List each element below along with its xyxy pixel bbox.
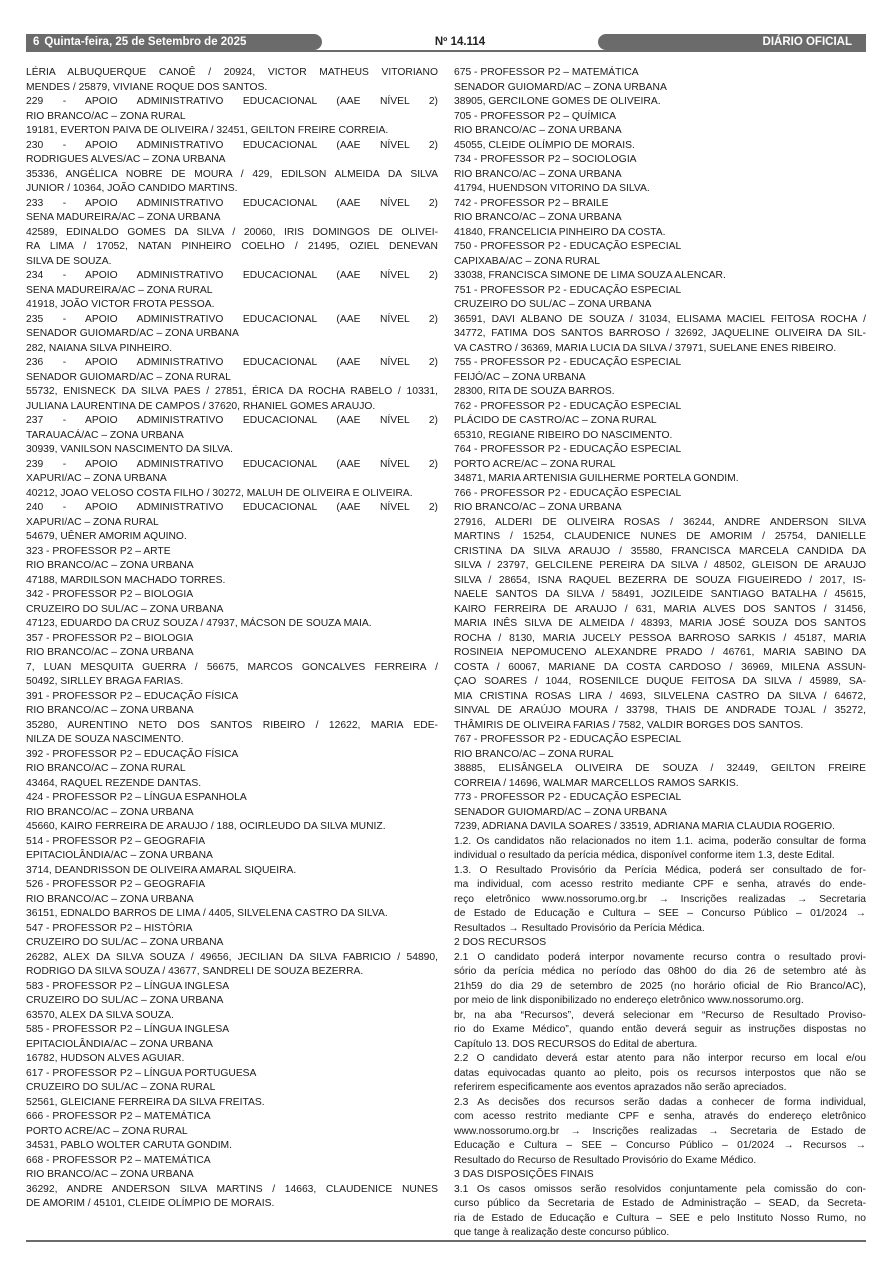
text-line: 33038, FRANCISCA SIMONE DE LIMA SOUZA ALENCAR. [454, 270, 726, 281]
text-line: 28300, RITA DE SOUZA BARROS. [454, 386, 615, 397]
text-line: 7239, ADRIANA DAVILA SOARES / 33519, ADRIANA MARIA CLAUDIA ROGERIO. [454, 821, 835, 832]
text-line: 3 DAS DISPOSIÇÕES FINAIS [454, 1169, 594, 1180]
text-line: individual o resultado da perícia médica, disponível conforme item 1.3, deste Edital. [454, 850, 835, 861]
text-line: COSTA / 60067, MARIANE DA COSTA CARDOSO / 36969, MILENA ASSUN- [454, 661, 866, 673]
text-line: VA CASTRO / 36369, MARIA LUCIA DA SILVA / 37971, SUELANE ENES RIBEIRO. [454, 342, 837, 354]
text-line: 235 - APOIO ADMINISTRATIVO EDUCACIONAL (AAE NÍVEL 2) [26, 313, 438, 325]
text-line: 734 - PROFESSOR P2 – SOCIOLOGIA [454, 154, 637, 165]
text-line: 767 - PROFESSOR P2 - EDUCAÇÃO ESPECIAL [454, 734, 682, 745]
text-line: 233 - APOIO ADMINISTRATIVO EDUCACIONAL (AAE NÍVEL 2) [26, 197, 438, 209]
text-line: 323 - PROFESSOR P2 – ARTE [26, 545, 171, 557]
text-line: KAIRO FERREIRA DE ARAUJO / 631, MARIA ALVES DOS SANTOS / 31456, [454, 603, 866, 615]
text-line: PORTO ACRE/AC – ZONA RURAL [454, 458, 616, 470]
text-line: Capítulo 13. DOS RECURSOS do Edital de abertura. [454, 1038, 698, 1050]
text-line: 21h59 do dia 29 de setembro de 2025 (no horário oficial de Rio Branco/AC), [454, 980, 866, 992]
text-line: RA LIMA / 17052, NATAN PINHEIRO COELHO / 21495, OZIEL DENEVAN [26, 241, 438, 252]
header-date-bar [26, 34, 322, 50]
text-line: 3.1 Os casos omissos serão resolvidos conjuntamente pela comissão do con- [454, 1183, 866, 1195]
text-line: RODRIGUES ALVES/AC – ZONA URBANA [26, 154, 226, 165]
text-line: 236 - APOIO ADMINISTRATIVO EDUCACIONAL (AAE NÍVEL 2) [26, 357, 438, 368]
text-line: THÂMIRIS DE OLIVEIRA FARIAS / 7582, VALDIR BORGES DOS SANTOS. [454, 719, 804, 731]
text-line: NAELE SANTOS DA SILVA / 58491, JOZILEIDE SANTIAGO BATALHA / 45615, [454, 589, 866, 600]
text-line: 230 - APOIO ADMINISTRATIVO EDUCACIONAL (AAE NÍVEL 2) [26, 139, 438, 151]
text-line: Educação e Cultura – SEE – Concurso Público – 01/2024 → Recursos → [454, 1140, 866, 1151]
text-line: 27916, ALDERI DE OLIVEIRA ROSAS / 36244, ANDRE ANDERSON SILVA [454, 516, 866, 528]
text-line: 1.3. O Resultado Provisório da Perícia Médica, poderá ser consultado de for- [454, 864, 866, 876]
text-line: RIO BRANCO/AC – ZONA URBANA [26, 705, 194, 716]
text-line: 755 - PROFESSOR P2 - EDUCAÇÃO ESPECIAL [454, 357, 682, 368]
text-line: 50492, SIRLLEY BRAGA FARIAS. [26, 676, 184, 687]
text-line: 54679, UÊNER AMORIM AQUINO. [26, 531, 187, 542]
text-line: 583 - PROFESSOR P2 – LÍNGUA INGLESA [26, 980, 230, 992]
text-line: 52561, GLEICIANE FERREIRA DA SILVA FREITAS. [26, 1096, 265, 1108]
text-line: MENDES / 25879, VIVIANE ROQUE DOS SANTOS. [26, 81, 268, 93]
text-line: br, na aba “Recursos”, deverá selecionar em “Recurso de Resultado Proviso- [454, 1009, 866, 1021]
text-line: 751 - PROFESSOR P2 - EDUCAÇÃO ESPECIAL [454, 284, 682, 296]
text-line: Resultados → Resultado Provisório da Perícia Médica. [454, 922, 705, 934]
text-line: EPITACIOLÂNDIA/AC – ZONA URBANA [26, 1038, 213, 1050]
right-text-column [454, 66, 866, 1246]
text-line: 36151, EDNALDO BARROS DE LIMA / 4405, SILVELENA CASTRO DA SILVA. [26, 908, 388, 919]
text-line: 63570, ALEX DA SILVA SOUZA. [26, 1009, 174, 1021]
publication-date: Quinta-feira, 25 de Setembro de 2025 [44, 36, 247, 48]
text-line: RIO BRANCO/AC – ZONA RURAL [26, 763, 186, 774]
text-line: 617 - PROFESSOR P2 – LÍNGUA PORTUGUESA [26, 1067, 257, 1079]
text-line: www.nossorumo.org.br → Inscrições realizadas → Secretaria de Estado de [454, 1125, 866, 1137]
text-line: 41918, JOÃO VICTOR FROTA PESSOA. [26, 299, 215, 310]
text-line: 55732, ENISNECK DA SILVA PAES / 27851, ÉRICA DA ROCHA RABELO / 10331, [26, 386, 438, 397]
text-line: 34772, FATIMA DOS SANTOS BARROSO / 32692, JAQUELINE OLIVEIRA DA SIL- [454, 328, 866, 339]
text-line: 342 - PROFESSOR P2 – BIOLOGIA [26, 589, 194, 600]
text-line: 2.3 As decisões dos recursos serão dadas a conhecer de forma individual, [454, 1096, 866, 1108]
text-line: 750 - PROFESSOR P2 - EDUCAÇÃO ESPECIAL [454, 241, 682, 252]
text-line: CRUZEIRO DO SUL/AC – ZONA URBANA [26, 937, 224, 948]
text-line: 666 - PROFESSOR P2 – MATEMÁTICA [26, 1111, 211, 1122]
text-line: 42589, EDINALDO GOMES DA SILVA / 20060, IRIS DOMINGOS DE OLIVEI- [26, 226, 438, 238]
text-line: MIA CRISTINA ROSAS LIRA / 4693, SILVELENA CASTRO DA SILVA / 64672, [454, 690, 866, 702]
text-line: 2.2 O candidato deverá estar atento para não interpor recurso em local e/ou [454, 1053, 866, 1064]
text-line: ROSINEIA NEPOMUCENO ALEXANDRE PRADO / 46761, MARIA SABINO DA [454, 647, 866, 658]
text-line: CRISTINA DA SILVA ARAUJO / 35580, FRANCISCA MARCELA CANDIDA DA [454, 545, 866, 557]
footer-divider [26, 1240, 866, 1242]
text-line: SENADOR GUIOMARD/AC – ZONA URBANA [454, 806, 667, 818]
text-line: curso público da Secretaria de Estado de Administração – SEAD, da Secreta- [454, 1198, 866, 1209]
text-line: 1.2. Os candidatos não relacionados no item 1.1. acima, poderão consultar de forma [454, 835, 866, 847]
text-line: 2 DOS RECURSOS [454, 937, 547, 948]
text-line: 391 - PROFESSOR P2 – EDUCAÇÃO FÍSICA [26, 690, 239, 702]
text-line: RIO BRANCO/AC – ZONA URBANA [26, 647, 194, 658]
text-line: ria de Estado de Educação e Cultura – SEE e pelo Instituto Nosso Rumo, no [454, 1212, 866, 1224]
text-line: EPITACIOLÂNDIA/AC – ZONA URBANA [26, 850, 213, 861]
text-line: referirem especificamente aos eventos aprazados não serão apreciados. [454, 1082, 787, 1093]
text-line: 764 - PROFESSOR P2 - EDUCAÇÃO ESPECIAL [454, 444, 682, 455]
text-line: 16782, HUDSON ALVES AGUIAR. [26, 1053, 185, 1064]
text-line: RIO BRANCO/AC – ZONA URBANA [454, 502, 622, 513]
text-line: CRUZEIRO DO SUL/AC – ZONA RURAL [26, 1082, 216, 1093]
text-line: 514 - PROFESSOR P2 – GEOGRAFIA [26, 835, 206, 847]
text-line: 40212, JOAO VELOSO COSTA FILHO / 30272, MALUH DE OLIVEIRA E OLIVEIRA. [26, 487, 413, 499]
text-line: RIO BRANCO/AC – ZONA URBANA [454, 125, 622, 136]
text-line: 19181, EVERTON PAIVA DE OLIVEIRA / 32451, GEILTON FREIRE CORREIA. [26, 125, 389, 136]
text-line: RODRIGO DA SILVA SOUZA / 43677, SANDRELI DE SOUZA BEZERRA. [26, 966, 364, 977]
text-line: de Estado de Educação e Cultura – SEE – Concurso Público – 01/2024 → [454, 908, 866, 919]
text-line: SENADOR GUIOMARD/AC – ZONA URBANA [26, 328, 239, 339]
text-line: 229 - APOIO ADMINISTRATIVO EDUCACIONAL (AAE NÍVEL 2) [26, 96, 438, 107]
text-line: DE AMORIM / 45101, CLEIDE OLÍMPIO DE MORAIS. [26, 1198, 275, 1209]
text-line: JUNIOR / 10364, JOÃO CANDIDO MARTINS. [26, 183, 238, 194]
text-line: CORREIA / 14696, WALMAR MARCELLOS RAMOS SARKIS. [454, 777, 739, 789]
publication-name: DIÁRIO OFICIAL [598, 34, 866, 50]
text-line: 38905, GERCILONE GOMES DE OLIVEIRA. [454, 96, 661, 107]
text-line: 36591, DAVI ALBANO DE SOUZA / 31034, ELISAMA MACIEL FEITOSA ROCHA / [454, 313, 866, 325]
text-line: 47188, MARDILSON MACHADO TORRES. [26, 574, 226, 586]
text-line: CRUZEIRO DO SUL/AC – ZONA URBANA [26, 995, 224, 1006]
text-line: SENA MADUREIRA/AC – ZONA URBANA [26, 212, 221, 223]
text-line: 35336, ANGÉLICA NOBRE DE MOURA / 429, EDILSON ALMEIDA DA SILVA [26, 168, 438, 180]
text-line: SILVA DE SOUZA. [26, 255, 112, 267]
text-line: 773 - PROFESSOR P2 - EDUCAÇÃO ESPECIAL [454, 792, 682, 803]
text-line: RIO BRANCO/AC – ZONA URBANA [26, 560, 194, 571]
text-line: 43464, RAQUEL REZENDE DANTAS. [26, 777, 202, 789]
text-line: 742 - PROFESSOR P2 – BRAILE [454, 197, 609, 209]
text-line: rio do Exame Médico”, quando então deverá seguir as instruções dispostas no [454, 1024, 866, 1035]
text-line: 234 - APOIO ADMINISTRATIVO EDUCACIONAL (AAE NÍVEL 2) [26, 270, 438, 281]
text-line: ma individual, com acesso restrito mediante CPF e senha, através do ende- [454, 879, 866, 890]
text-line: 45660, KAIRO FERREIRA DE ARAUJO / 188, OCIRLEUDO DA SILVA MUNIZ. [26, 821, 386, 832]
text-line: ROCHA / 8130, MARIA JUCELY PESSOA BARROSO SARKIS / 45187, MARIA [454, 632, 866, 644]
text-line: 526 - PROFESSOR P2 – GEOGRAFIA [26, 879, 206, 890]
page-number: 6 [33, 36, 40, 48]
text-line: 47123, EDUARDO DA CRUZ SOUZA / 47937, MÁCSON DE SOUZA MAIA. [26, 618, 372, 629]
text-line: com acesso restrito mediante CPF e senha, através do endereço eletrônico [454, 1111, 866, 1122]
text-line: 424 - PROFESSOR P2 – LÍNGUA ESPANHOLA [26, 792, 247, 803]
text-line: que tange à realização deste concurso público. [454, 1227, 670, 1238]
text-line: 766 - PROFESSOR P2 - EDUCAÇÃO ESPECIAL [454, 487, 682, 499]
text-line: 240 - APOIO ADMINISTRATIVO EDUCACIONAL (AAE NÍVEL 2) [26, 502, 438, 513]
text-line: reço eletrônico www.nossorumo.org.br → Inscrições realizadas → Secretaria [454, 893, 866, 905]
text-line: LÉRIA ALBUQUERQUE CANOÊ / 20924, VICTOR MATHEUS VITORIANO [26, 67, 438, 78]
text-line: RIO BRANCO/AC – ZONA RURAL [26, 110, 186, 122]
text-line: 282, NAIANA SILVA PINHEIRO. [26, 342, 173, 354]
text-line: 30939, VANILSON NASCIMENTO DA SILVA. [26, 444, 233, 455]
text-line: MARIA INÊS SILVA DE ALMEIDA / 48393, MARIA JOSÉ SOUZA DOS SANTOS [454, 618, 866, 629]
text-line: 675 - PROFESSOR P2 – MATEMÁTICA [454, 67, 639, 78]
text-line: JULIANA LAURENTINA DE CAMPOS / 37620, RHANIEL GOMES ARAUJO. [26, 400, 376, 412]
text-line: 7, LUAN MESQUITA GUERRA / 56675, MARCOS GONCALVES FERREIRA / [26, 661, 438, 673]
text-line: 34531, PABLO WOLTER CARUTA GONDIM. [26, 1140, 232, 1151]
text-line: SENA MADUREIRA/AC – ZONA RURAL [26, 284, 213, 296]
text-line: 45055, CLEIDE OLÍMPIO DE MORAIS. [454, 139, 635, 151]
text-line: SINVAL DE ARAÚJO MOURA / 33798, THAIS DE ANDRADE TOJAL / 35272, [454, 705, 866, 716]
text-line: RIO BRANCO/AC – ZONA URBANA [26, 893, 194, 905]
text-line: 26282, ALEX DA SILVA SOUZA / 49656, JECILIAN DA SILVA FABRICIO / 54890, [26, 951, 438, 963]
text-line: XAPURI/AC – ZONA RURAL [26, 516, 159, 528]
text-line: PLÁCIDO DE CASTRO/AC – ZONA RURAL [454, 415, 657, 426]
text-line: PORTO ACRE/AC – ZONA RURAL [26, 1125, 188, 1137]
text-line: CRUZEIRO DO SUL/AC – ZONA URBANA [26, 603, 224, 615]
text-line: sório da perícia médica no período das 08h00 do dia 26 de setembro até às [454, 966, 866, 977]
text-line: 668 - PROFESSOR P2 – MATEMÁTICA [26, 1154, 211, 1166]
text-line: Resultado do Recurso de Resultado Provisório do Exame Médico. [454, 1154, 757, 1166]
text-line: RIO BRANCO/AC – ZONA URBANA [26, 1169, 194, 1180]
text-line: 41840, FRANCELICIA PINHEIRO DA COSTA. [454, 226, 666, 238]
text-line: RIO BRANCO/AC – ZONA URBANA [454, 212, 622, 223]
text-line: 35280, AURENTINO NETO DOS SANTOS RIBEIRO / 12622, MARIA EDE- [26, 719, 438, 731]
text-line: CAPIXABA/AC – ZONA RURAL [454, 255, 600, 267]
text-line: XAPURI/AC – ZONA URBANA [26, 473, 167, 484]
text-line: 2.1 O candidato poderá interpor novamente recurso contra o resultado provi- [454, 951, 866, 963]
text-line: RIO BRANCO/AC – ZONA RURAL [454, 748, 614, 760]
text-line: 357 - PROFESSOR P2 – BIOLOGIA [26, 632, 194, 644]
text-line: 705 - PROFESSOR P2 – QUÍMICA [454, 110, 616, 122]
text-line: 239 - APOIO ADMINISTRATIVO EDUCACIONAL (AAE NÍVEL 2) [26, 458, 438, 470]
text-line: 762 - PROFESSOR P2 - EDUCAÇÃO ESPECIAL [454, 400, 682, 412]
text-line: SENADOR GUIOMARD/AC – ZONA RURAL [26, 371, 231, 383]
text-line: NILZA DE SOUZA NASCIMENTO. [26, 734, 184, 745]
issue-number: Nº 14.114 [434, 36, 486, 48]
text-line: RIO BRANCO/AC – ZONA URBANA [454, 168, 622, 180]
text-line: 237 - APOIO ADMINISTRATIVO EDUCACIONAL (AAE NÍVEL 2) [26, 415, 438, 426]
text-line: 34871, MARIA ARTENISIA GUILHERME PORTELA GONDIM. [454, 473, 739, 484]
header-divider [26, 50, 866, 52]
text-line: CRUZEIRO DO SUL/AC – ZONA URBANA [454, 299, 652, 310]
text-line: por meio de link disponibilizado no endereço eletrônico www.nossorumo.org. [454, 995, 804, 1006]
text-line: 3714, DEANDRISSON DE OLIVEIRA AMARAL SIQUEIRA. [26, 864, 297, 876]
text-line: SILVA / 28654, ISNA RAQUEL BEZERRA DE SOUZA FIGUEIREDO / 2017, IS- [454, 574, 866, 586]
text-line: FEIJÓ/AC – ZONA URBANA [454, 371, 586, 383]
text-line: 38885, ELISÂNGELA OLIVEIRA DE SOUZA / 32449, GEILTON FREIRE [454, 763, 866, 774]
text-line: 36292, ANDRE ANDERSON SILVA MARTINS / 14663, CLAUDENICE NUNES [26, 1183, 438, 1195]
text-line: 392 - PROFESSOR P2 – EDUCAÇÃO FÍSICA [26, 748, 239, 760]
text-line: 41794, HUENDSON VITORINO DA SILVA. [454, 183, 650, 194]
text-line: RIO BRANCO/AC – ZONA URBANA [26, 806, 194, 818]
text-line: ÇAO SOARES / 1044, ROSENILCE DUQUE FEITOSA DA SILVA / 45989, SA- [454, 676, 866, 687]
left-text-column [26, 66, 438, 1230]
text-line: 585 - PROFESSOR P2 – LÍNGUA INGLESA [26, 1024, 230, 1035]
text-line: datas equivocadas quanto ao pleito, pois os recursos interpostos que não se [454, 1067, 866, 1079]
text-line: MARTINS / 15254, CLAUDENICE NUNES DE AMORIM / 25754, DANIELLE [454, 531, 866, 542]
text-line: 547 - PROFESSOR P2 – HISTÓRIA [26, 922, 193, 934]
page-header [26, 34, 866, 50]
text-line: TARAUACÁ/AC – ZONA URBANA [26, 429, 184, 441]
text-line: SENADOR GUIOMARD/AC – ZONA URBANA [454, 81, 667, 93]
text-line: SILVA / 23797, GELCILENE PEREIRA DA SILVA / 48502, GLEISON DE ARAUJO [454, 560, 866, 571]
text-line: 65310, REGIANE RIBEIRO DO NASCIMENTO. [454, 429, 673, 441]
